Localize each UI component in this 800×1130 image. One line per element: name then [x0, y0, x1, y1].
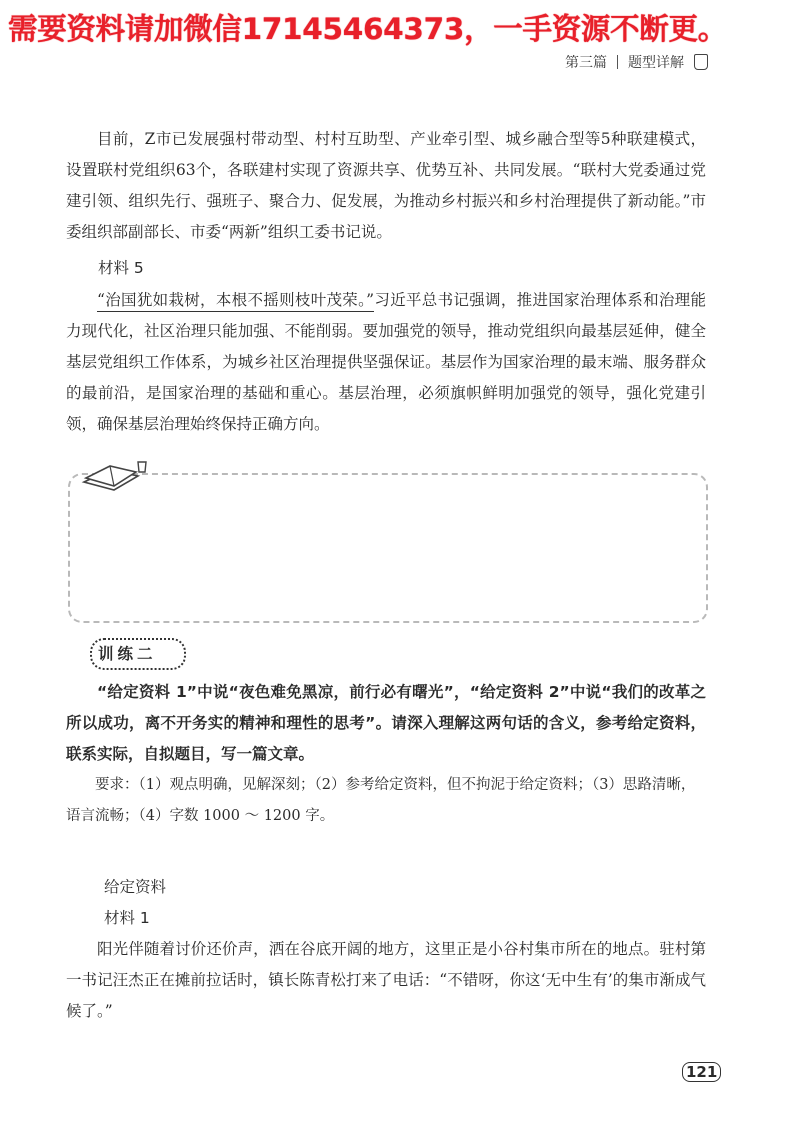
- material-5-paragraph: [66, 285, 706, 440]
- task-prompt: “给定资料 1”中说“夜色难免黑凉，前行必有曙光”，“给定资料 2”中说“我们的改革之所以成功，离不开务实的精神和理性的思考”。请深入理解这两句话的含义，参考给定资料，联系实际，自拟题目，写一篇文章。: [66, 683, 706, 763]
- given-materials-heading: 给定资料: [104, 878, 167, 896]
- bookmark-icon: [694, 54, 708, 70]
- notes-box: [68, 473, 708, 623]
- open-book-icon: [80, 456, 150, 492]
- intro-paragraph: 目前，Z市已发展强村带动型、村村互助型、产业牵引型、城乡融合型等5种联建模式，设置联村党组织63个，各联建村实现了资源共享、优势互补、共同发展。“联村大党委通过党建引领、组织先行、强班子、聚合力、促发展，为推动乡村振兴和乡村治理提供了新动能。”市委组织部副部长、市委“两新”组织工委书记说。: [66, 130, 706, 241]
- material-5-label: 材料 5: [98, 259, 144, 277]
- page-header: [565, 52, 708, 72]
- material-1-paragraph: 阳光伴随着讨价还价声，洒在谷底开阔的地方，这里正是小谷村集市所在的地点。驻村第一书记汪杰正在摊前拉话时，镇长陈青松打来了电话：“不错呀，你这‘无中生有’的集市渐成气候了。”: [66, 940, 706, 1020]
- task-requirements: 要求：（1）观点明确，见解深刻；（2）参考给定资料，但不拘泥于给定资料；（3）思路清晰，语言流畅；（4）字数 1000 ～ 1200 字。: [66, 777, 696, 824]
- material-5-body: 习近平总书记强调，推进国家治理体系和治理能力现代化，社区治理只能加强、不能削弱。要加强党的领导，推动党组织向最基层延伸，健全基层党组织工作体系，为城乡社区治理提供坚强保证。基层作为国家治理的最末端、服务群众的最前沿，是国家治理的基础和重心。基层治理，必须旗帜鲜明加强党的领导，强化党建引领，确保基层治理始终保持正确方向。: [66, 291, 706, 433]
- material-5-quote: “治国犹如栽树，本根不摇则枝叶茂荣。”: [97, 291, 374, 312]
- material-1-label: 材料 1: [104, 909, 150, 927]
- header-separator: [617, 55, 618, 69]
- section-tag-training: 训练二: [98, 642, 157, 664]
- page-number: 121: [682, 1062, 721, 1082]
- watermark-banner: 需要资料请加微信17145464373，一手资源不断更。: [8, 12, 727, 46]
- header-part: 第三篇: [565, 55, 607, 71]
- header-section: 题型详解: [628, 55, 684, 71]
